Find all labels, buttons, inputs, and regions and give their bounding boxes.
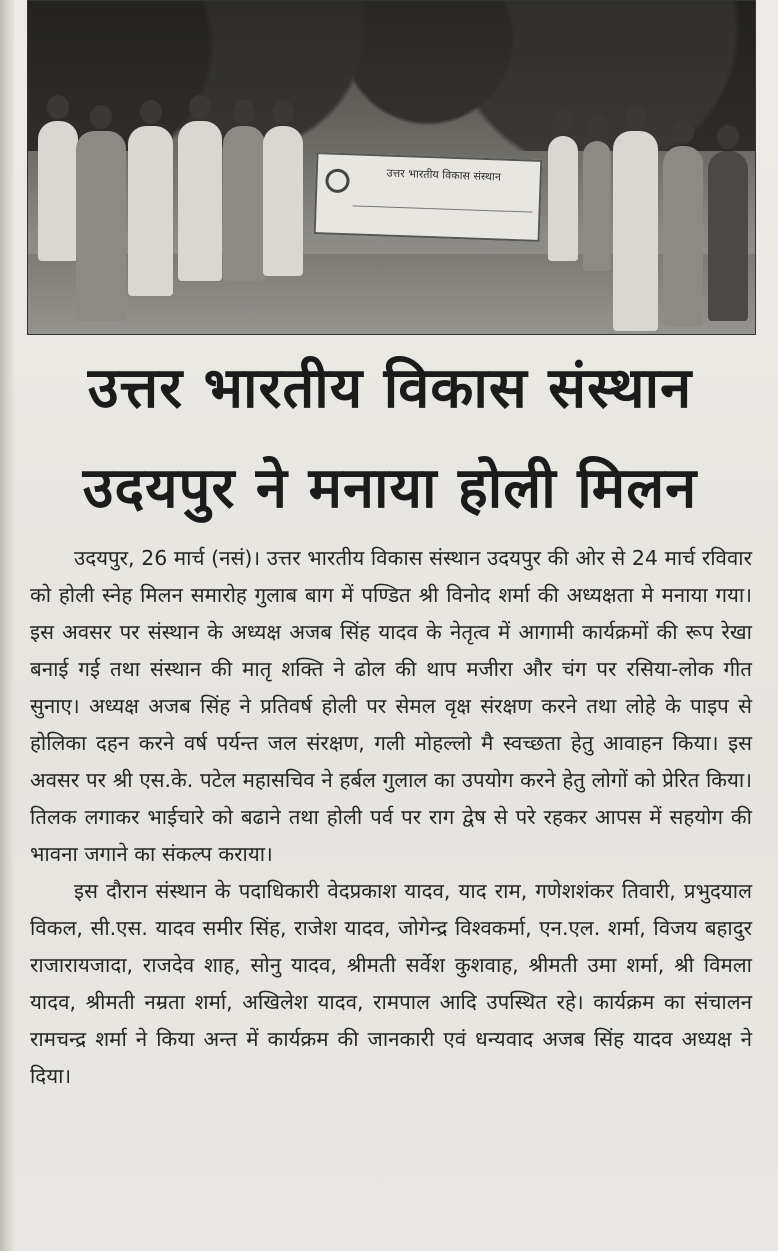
article-paragraph-1: उदयपुर, 26 मार्च (नसं)। उत्तर भारतीय विकास संस्थान उदयपुर की ओर से 24 मार्च रविवार को होली स्नेह मिलन समारोह गुलाब बाग में पण्डित श्री विनोद शर्मा की अध्यक्षता मे मनाया गया। इस अवसर पर संस्थान के अध्यक्ष अजब सिंह यादव के नेतृत्व में आगामी कार्यक्रमों की रूप रेखा बनाई गई तथा संस्थान की मातृ शक्ति ने ढोल की थाप मजीरा और चंग पर रसिया-लोक गीत सुनाए। अध्यक्ष अजब सिंह ने प्रतिवर्ष होली पर सेमल वृक्ष संरक्षण करने तथा लोहे के पाइप से होलिका दहन करने वर्ष पर्यन्त जल संरक्षण, गली मोहल्लो मै स्वच्छता हेतु आवाहन किया। इस अवसर पर श्री एस.के. पटेल महासचिव ने हर्बल गुलाल का उपयोग करने हेतु लोगों को प्रेरित किया। तिलक लगाकर भाईचारे को बढाने तथा होली पर्व पर राग द्वेष से परे रहकर आपस में सहयोग की भावना जगाने का संकल्प कराया।	[30, 546, 752, 866]
event-photo	[27, 0, 756, 335]
photo-person	[178, 121, 222, 281]
photo-person	[613, 131, 658, 331]
photo-person	[548, 136, 578, 261]
photo-person	[263, 126, 303, 276]
photo-person	[663, 146, 703, 326]
article-paragraph-2: इस दौरान संस्थान के पदाधिकारी वेदप्रकाश यादव, याद राम, गणेशशंकर तिवारी, प्रभुदयाल विकल, सी.एस. यादव समीर सिंह, राजेश यादव, जोगेन्द्र विश्वकर्मा, एन.एल. शर्मा, विजय बहादुर राजारायजादा, राजदेव शाह, सोनु यादव, श्रीमती सर्वेश कुशवाह, श्रीमती उमा शर्मा, श्री विमला यादव, श्रीमती नम्रता शर्मा, अखिलेश यादव, रामपाल आदि उपस्थित रहे। कार्यक्रम का संचालन रामचन्द्र शर्मा ने किया अन्त में कार्यक्रम की जानकारी एवं धन्यवाद अजब सिंह यादव अध्यक्ष ने दिया।	[30, 879, 752, 1088]
photo-person	[708, 151, 748, 321]
banner-text: उत्तर भारतीय विकास संस्थान	[386, 166, 502, 184]
banner-subline	[352, 205, 532, 220]
page-edge	[0, 0, 14, 1251]
headline-line-2: उदयपुर ने मनाया होली मिलन	[82, 456, 698, 521]
photo-person	[38, 121, 78, 261]
photo-person	[223, 126, 265, 281]
photo-person	[76, 131, 126, 321]
photo-person	[583, 141, 611, 271]
banner-logo-icon	[325, 168, 350, 193]
photo-person	[128, 126, 173, 296]
headline-line-1: उत्तर भारतीय विकास संस्थान	[87, 356, 693, 421]
article-body	[30, 540, 752, 1095]
photo-banner	[314, 152, 543, 242]
